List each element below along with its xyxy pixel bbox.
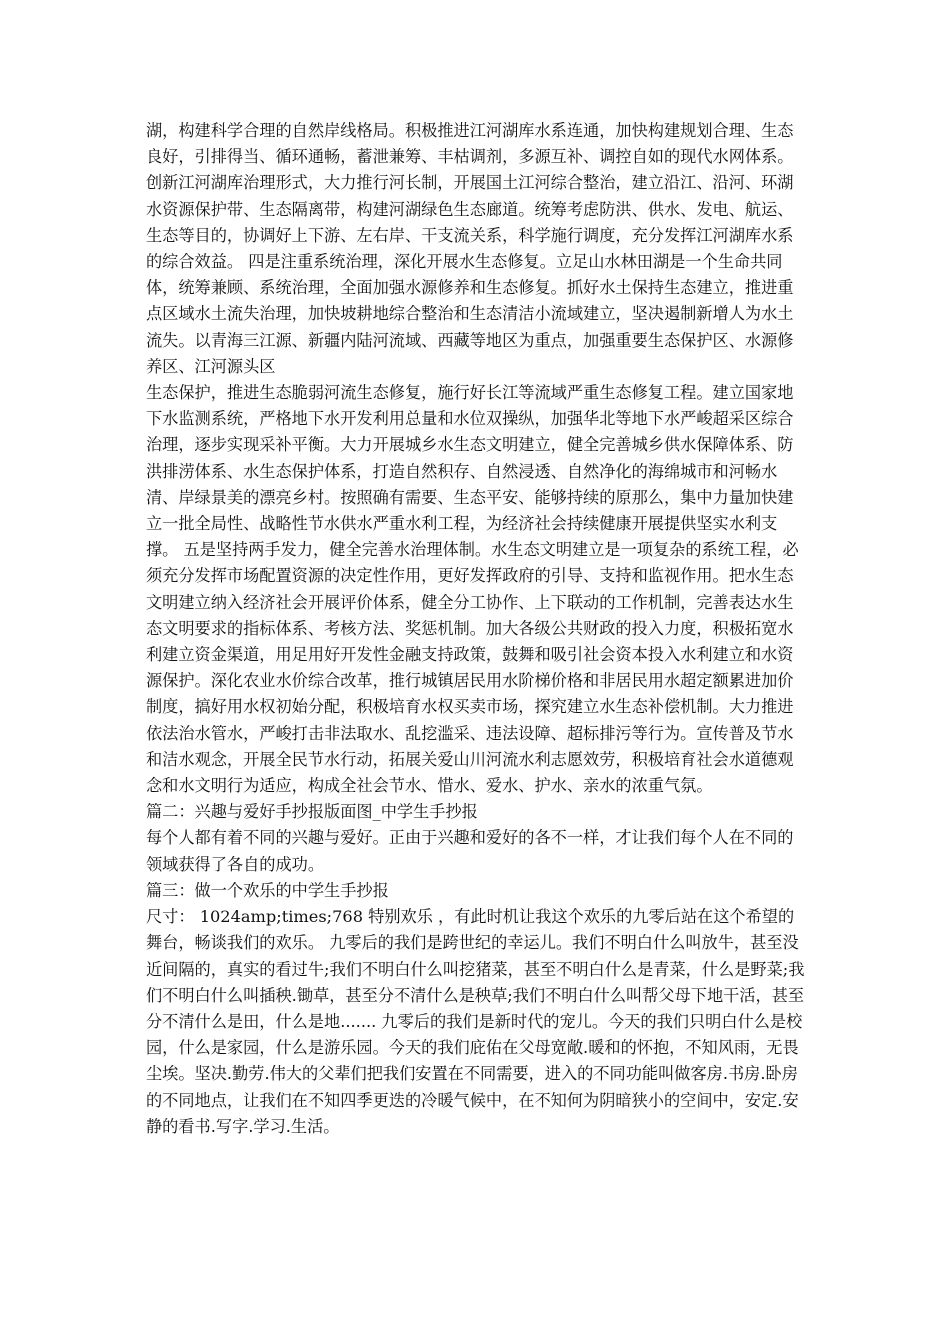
section-heading-article-3: 篇三：做一个欢乐的中学生手抄报	[146, 880, 389, 900]
paragraph-water-ecology-part2: 生态保护，推进生态脆弱河流生态修复，施行好长江等流域严重生态修复工程。建立国家地下水监测系统，严格地下水开发利用总量和水位双操纵，加强华北等地下水严峻超采区综合治理，逐步实现采补平衡。大力开展城乡水生态文明建立，健全完善城乡供水保障体系、防洪排涝体系、水生态保护体系，打造自然积存、自然浸透、自然净化的海绵城市和河畅水清、岸绿景美的漂亮乡村。按照确有需要、生态平安、能够持续的原那么，集中力量加快建立一批全局性、战略性节水供水严重水利工程，为经济社会持续健康开展提供坚实水利支撑。 五是坚持两手发力，健全完善水治理体制。水生态文明建立是一项复杂的系统工程，必须充分发挥市场配置资源的决定性作用，更好发挥政府的引导、支持和监视作用。把水生态文明建立纳入经济社会开展评价体系，健全分工协作、上下联动的工作机制，完善表达水生态文明要求的指标体系、考核方法、奖惩机制。加大各级公共财政的投入力度，积极拓宽水利建立资金渠道，用足用好开发性金融支持政策，鼓舞和吸引社会资本投入水利建立和水资源保护。深化农业水价综合改革，推行城镇居民用水阶梯价格和非居民用水超定额累进加价制度，搞好用水权初始分配，积极培育水权买卖市场，探究建立水生态补偿机制。大力推进依法治水管水，严峻打击非法取水、乱挖滥采、违法设障、超标排污等行为。宣传普及节水和洁水观念，开展全民节水行动，拓展关爱山川河流水利志愿效劳，积极培育社会水道德观念和水文明行为适应，构成全社会节水、惜水、爱水、护水、亲水的浓重气氛。	[146, 383, 799, 796]
paragraph-article-2-body: 每个人都有着不同的兴趣与爱好。正由于兴趣和爱好的各不一样，才让我们每个人在不同的领域获得了各自的成功。	[146, 828, 794, 874]
document-page	[146, 118, 806, 1140]
section-heading-article-2: 篇二：兴趣与爱好手抄报版面图_中学生手抄报	[146, 802, 478, 822]
paragraph-article-3-body: 尺寸： 1024amp;times;768 特别欢乐 ，有此时机让我这个欢乐的九零后站在这个希望的舞台，畅谈我们的欢乐。 九零后的我们是跨世纪的幸运儿。我们不明白什么叫放牛，甚至没近间隔的，真实的看过牛;我们不明白什么叫挖猪菜，甚至不明白什么是青菜，什么是野菜;我们不明白什么叫插秧.锄草，甚至分不清什么是秧草;我们不明白什么叫帮父母下地干活，甚至分不清什么是田，什么是地....... 九零后的我们是新时代的宠儿。今天的我们只明白什么是校园，什么是家园，什么是游乐园。今天的我们庇佑在父母宽敞.暖和的怀抱，不知风雨，无畏尘埃。坚决.勤劳.伟大的父辈们把我们安置在不同需要，进入的不同功能叫做客房.书房.卧房的不同地点，让我们在不知四季更迭的冷暖气候中，在不知何为阴暗狭小的空间中，安定.安静的看书.写字.学习.生活。	[146, 907, 805, 1136]
paragraph-water-ecology-part1: 湖，构建科学合理的自然岸线格局。积极推进江河湖库水系连通，加快构建规划合理、生态良好，引排得当、循环通畅，蓄泄兼筹、丰枯调剂，多源互补、调控自如的现代水网体系。创新江河湖库治理形式，大力推行河长制，开展国土江河综合整治，建立沿江、沿河、环湖水资源保护带、生态隔离带，构建河湖绿色生态廊道。统筹考虑防洪、供水、发电、航运、生态等目的，协调好上下游、左右岸、干支流关系，科学施行调度，充分发挥江河湖库水系的综合效益。 四是注重系统治理，深化开展水生态修复。立足山水林田湖是一个生命共同体，统筹兼顾、系统治理，全面加强水源修养和生态修复。抓好水土保持生态建立，推进重点区域水土流失治理，加快坡耕地综合整治和生态清洁小流域建立，坚决遏制新增人为水土流失。以青海三江源、新疆内陆河流域、西藏等地区为重点，加强重要生态保护区、水源修养区、江河源头区	[146, 121, 794, 376]
